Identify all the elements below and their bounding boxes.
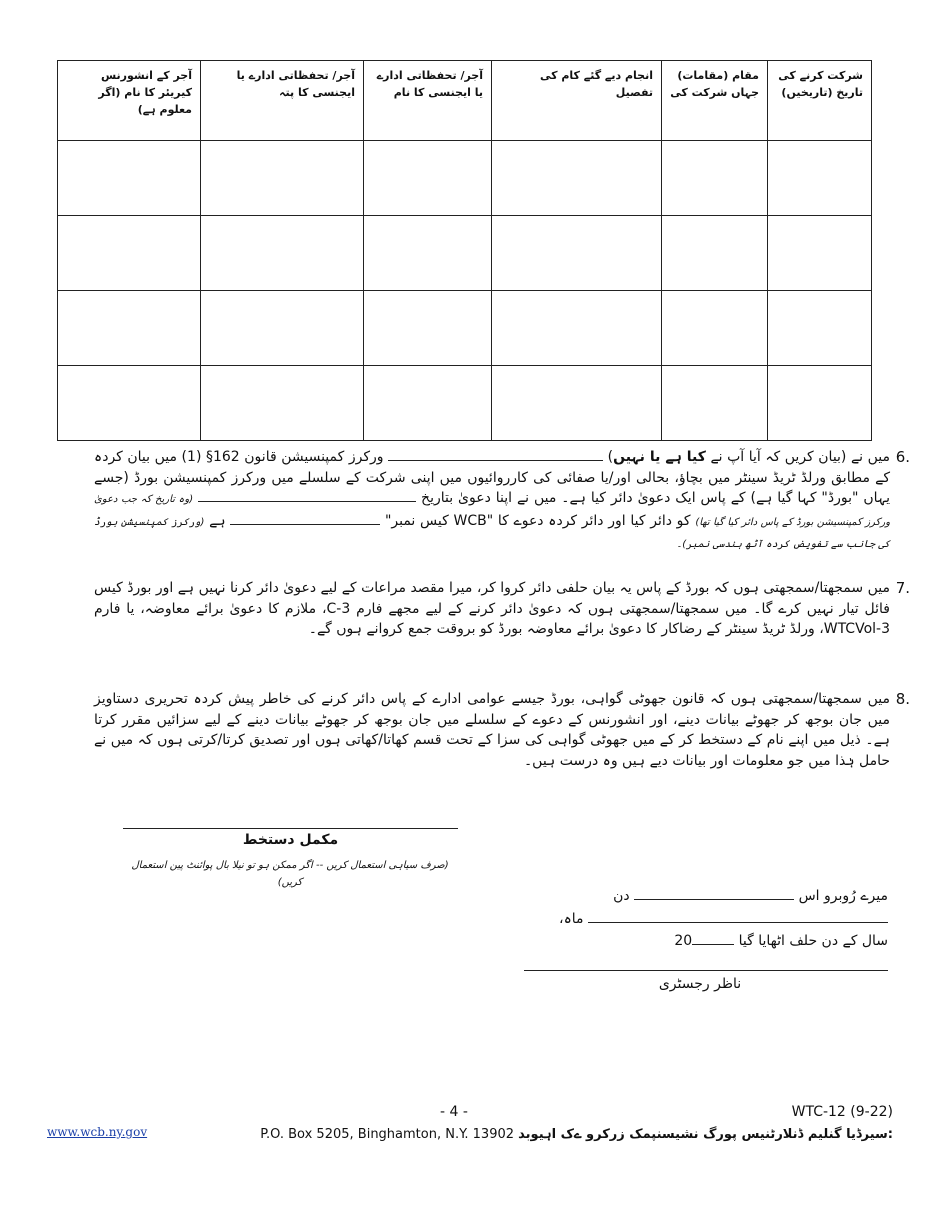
footer-address — [260, 1127, 893, 1142]
sworn-text-a: میرے رُوبرو اس — [798, 888, 888, 904]
notary-signature-line[interactable] — [524, 970, 888, 971]
statement-6-text-b: ) — [607, 449, 614, 465]
table-cell[interactable] — [492, 216, 662, 291]
statement-7-number: 7. — [895, 579, 910, 597]
table-cell[interactable] — [201, 366, 364, 441]
statement-6-text-a: میں نے (بیان کریں کہ آیا آپ نے — [710, 449, 890, 465]
footer-address-en: P.O. Box 5205, Binghamton, N.Y. 13902 — [260, 1127, 515, 1142]
statement-6-number: 6. — [895, 448, 910, 466]
statement-6-text-d: کو دائر کیا اور دائر کردہ دعوے کا "WCB کیس نمبر" — [384, 512, 691, 529]
signature-line[interactable] — [123, 828, 458, 829]
header-employer-address: آجر/ تحفظاتی ادارے یا ایجنسی کا پتہ — [201, 61, 364, 141]
statement-8-text: میں سمجھتا/سمجھتی ہوں کہ قانون جھوٹی گواہی، بورڈ جیسے عوامی ادارے کے پاس دائر کرنے کی خاطر پیش کردہ تحریری دستاویز میں جان بوجھ کر جھوٹے بیانات دینے، اور انشورنس کے دعوے کے سلسلے میں جان بوجھ کر جھوٹے بیانات دینے کے لیے سزائیں مقرر کرتا ہے۔ ذیل میں اپنے نام کے دستخط کر کے میں جھوٹی گواہی کی سزا کے تحت قسم کھاتا/کھاتی ہوں اور تصدیق کرتا/کرتی ہوں کہ میں نے حامل ہٰذا میں جو معلومات اور بیانات دیے ہیں وہ درست ہیں۔ — [94, 691, 890, 769]
table-cell[interactable] — [364, 216, 492, 291]
table-cell[interactable] — [201, 141, 364, 216]
table-cell[interactable] — [662, 216, 768, 291]
header-employer-name: آجر/ تحفظاتی ادارے یا ایجنسی کا نام — [364, 61, 492, 141]
table-cell[interactable] — [58, 366, 201, 441]
sworn-year-prefix: 20 — [674, 933, 693, 949]
statement-6-text-e: ہے — [209, 512, 226, 529]
table-cell[interactable] — [364, 366, 492, 441]
case-number-note: (ورکرز کمپنسیشن بورڈ کی جانب سے تفویض کردہ آٹھ ہندسی نمبر)۔ — [94, 516, 890, 550]
sworn-text-b: دن — [613, 888, 630, 904]
notary-label: ناظر رجسٹری — [658, 976, 742, 992]
table-cell[interactable] — [662, 291, 768, 366]
table-cell[interactable] — [364, 141, 492, 216]
header-locations: مقام (مقامات) جہاں شرکت کی — [662, 61, 768, 141]
website-link[interactable]: www.wcb.ny.gov — [47, 1125, 148, 1139]
table-row — [58, 291, 872, 366]
table-cell[interactable] — [768, 366, 872, 441]
signature-title: مکمل دستخط — [242, 832, 339, 848]
table-header-row — [58, 61, 872, 141]
sworn-year-text: سال کے دن حلف اٹھایا گیا — [738, 933, 888, 949]
sworn-line-1 — [613, 886, 888, 904]
header-dates: شرکت کرنے کی تاریخ (تاریخیں) — [768, 61, 872, 141]
table-cell[interactable] — [662, 366, 768, 441]
statement-8-number: 8. — [895, 690, 910, 708]
table-cell[interactable] — [768, 291, 872, 366]
sworn-month-label: ماہ، — [559, 911, 584, 927]
participation-table-container — [57, 60, 871, 441]
table-cell[interactable] — [662, 141, 768, 216]
table-cell[interactable] — [201, 216, 364, 291]
statement-8 — [94, 689, 910, 771]
claim-date-blank[interactable] — [198, 488, 416, 502]
sworn-year-blank[interactable] — [692, 931, 734, 945]
statement-7-text: میں سمجھتا/سمجھتی ہوں کہ بورڈ کے پاس یہ بیان حلفی دائر کروا کر، میرا مقصد مراعات کے لیے دعویٰ دائر کرنا نہیں ہے اور بورڈ کیس فائل تیار نہیں کرے گا۔ میں سمجھتا/سمجھتی ہوں کہ دعویٰ دائر کرنے کے لیے مجھے فارم C-3، ملازم کا دعویٰ برائے معاوضہ، یا فارم WTCVol-3، ورلڈ ٹریڈ سینٹر کے رضاکار کا دعویٰ برائے معاوضہ بورڈ کو بروقت جمع کروانے ہوں گے۔ — [94, 580, 890, 637]
sworn-month-blank[interactable] — [588, 909, 888, 923]
form-code: WTC-12 (9-22) — [791, 1104, 893, 1120]
table-row — [58, 366, 872, 441]
table-cell[interactable] — [58, 216, 201, 291]
table-cell[interactable] — [492, 141, 662, 216]
statement-6 — [94, 447, 910, 556]
table-row — [58, 216, 872, 291]
wcb-case-number-blank[interactable] — [230, 511, 380, 525]
sworn-line-2 — [559, 909, 888, 927]
page-number: - 4 - — [440, 1104, 468, 1120]
header-work-description: انجام دیے گئے کام کی تفصیل — [492, 61, 662, 141]
table-row — [58, 141, 872, 216]
statement-6-emphasis: کیا ہے یا نہیں — [613, 449, 706, 465]
table-cell[interactable] — [768, 216, 872, 291]
sworn-day-blank[interactable] — [634, 886, 794, 900]
table-cell[interactable] — [58, 141, 201, 216]
statement-7 — [94, 578, 910, 640]
signature-note: (صرف سیاہی استعمال کریں -- اگر ممکن ہو تو نیلا بال پوائنٹ پین استعمال کریں) — [131, 860, 449, 888]
table-cell[interactable] — [58, 291, 201, 366]
table-cell[interactable] — [492, 291, 662, 366]
footer-address-ur: سیرڈیا گنلیم ڈنلارٹنیس پورگ نشیسنپمک زرکرو ےک اہیوبد: — [518, 1127, 893, 1142]
table-cell[interactable] — [201, 291, 364, 366]
participation-table — [57, 60, 872, 441]
header-insurance-carrier: آجر کے انشورنس کیریئر کا نام (اگر معلوم ہے) — [58, 61, 201, 141]
statement-6-text-c: ورکرز کمپنسیشن قانون 162§ (1) میں بیان کردہ کے مطابق ورلڈ ٹریڈ سینٹر میں بچاؤ، بحالی اور/یا صفائی کی کارروائیوں میں اپنی شرکت کے سلسلے میں ورکرز کمپنسیشن بورڈ (جسے یہاں "بورڈ" کہا گیا ہے) کے پاس ایک دعویٰ دائر کیا ہے۔ میں نے اپنا دعویٰ بتاریخ — [94, 449, 891, 506]
sworn-line-3 — [674, 931, 888, 949]
claim-date-note: (وہ تاریخ کہ جب دعویٰ ورکرز کمپنسیشن بورڈ کے پاس دائر کیا گیا تھا) — [94, 494, 891, 528]
table-cell[interactable] — [492, 366, 662, 441]
table-cell[interactable] — [364, 291, 492, 366]
table-cell[interactable] — [768, 141, 872, 216]
filed-claim-blank[interactable] — [388, 447, 603, 461]
